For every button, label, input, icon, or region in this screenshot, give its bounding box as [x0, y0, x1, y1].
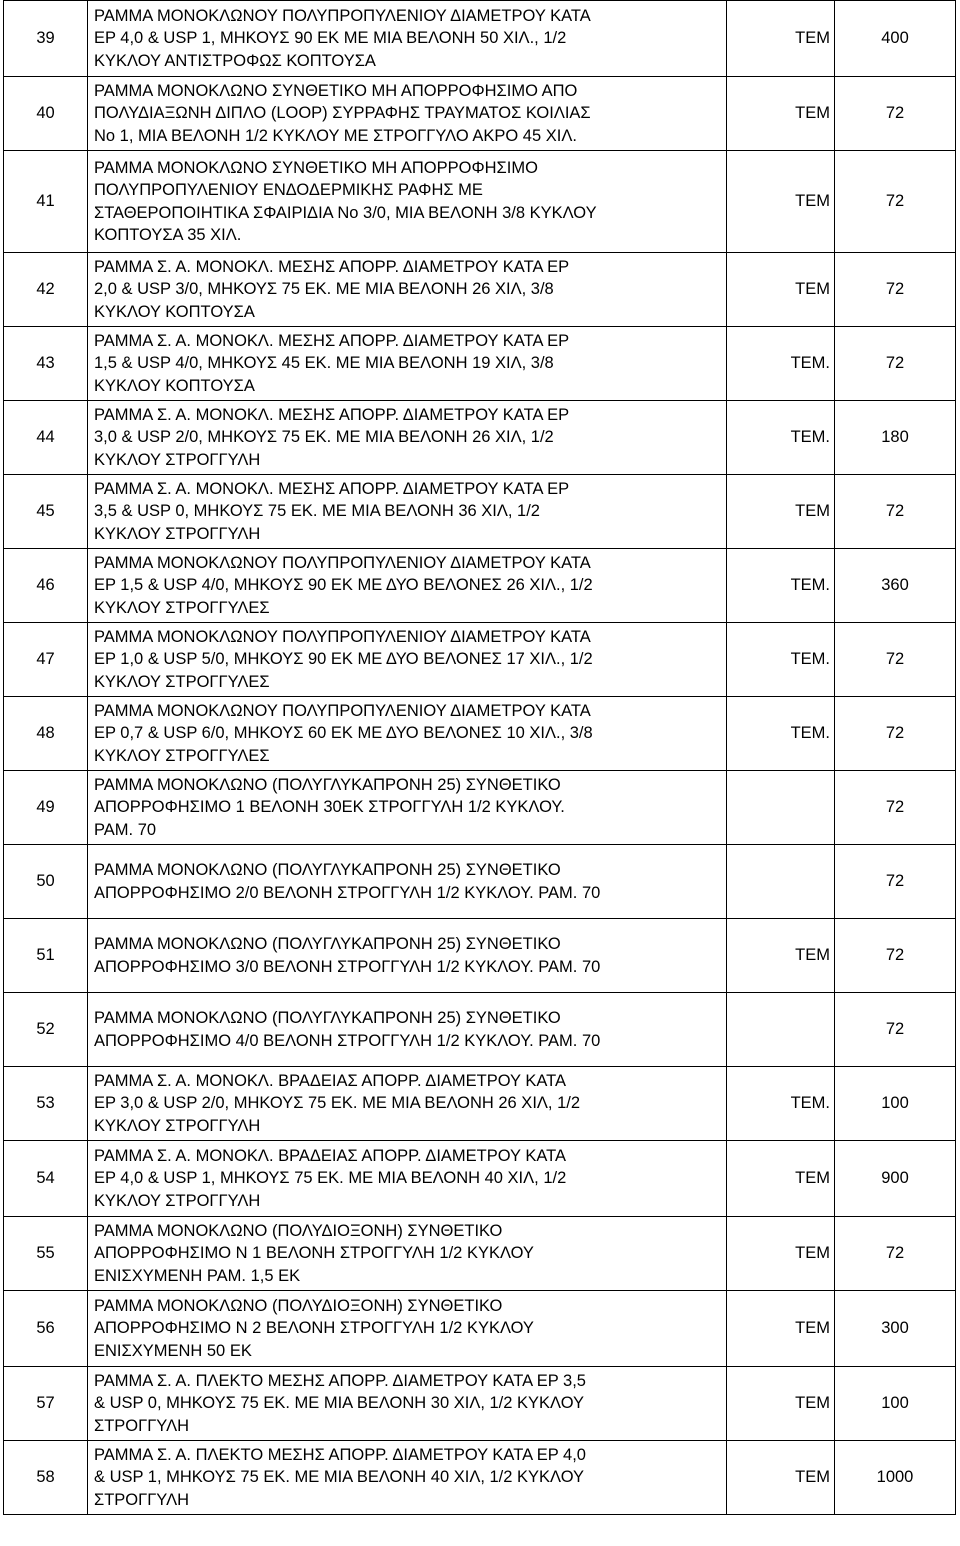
description-line: ΑΠΟΡΡΟΦΗΣΙΜΟ 1 ΒΕΛΟΝΗ 30ΕΚ ΣΤΡΟΓΓΥΛΗ 1/2 ΚΥΚΛΟΥ.: [94, 798, 565, 817]
description-line: ΡΑΜΜΑ Σ. Α. ΜΟΝΟΚΛ. ΒΡΑΔΕΙΑΣ ΑΠΟΡΡ. ΔΙΑΜΕΤΡΟΥ ΚΑΤΑ: [94, 1071, 566, 1090]
table-row: [4, 1, 956, 77]
item-quantity: 180: [835, 401, 956, 475]
table-row: [4, 549, 956, 623]
description-line: ΚΥΚΛΟΥ ΣΤΡΟΓΓΥΛΕΣ: [94, 672, 270, 691]
item-quantity: 72: [835, 919, 956, 993]
item-quantity: 72: [835, 623, 956, 697]
description-line: ΚΟΠΤΟΥΣΑ 35 ΧΙΛ.: [94, 226, 242, 244]
item-number: 54: [4, 1141, 88, 1217]
description-line: Νο 1, ΜΙΑ ΒΕΛΟΝΗ 1/2 ΚΥΚΛΟΥ ΜΕ ΣΤΡΟΓΓΥΛΟ ΑΚΡΟ 45 ΧΙΛ.: [94, 126, 577, 145]
description-line: ΡΑΜΜΑ ΜΟΝΟΚΛΩΝΟΥ ΠΟΛΥΠΡΟΠΥΛΕΝΙΟΥ ΔΙΑΜΕΤΡΟΥ ΚΑΤΑ: [94, 701, 591, 720]
item-description: [88, 1291, 727, 1367]
description-line: ΑΠΟΡΡΟΦΗΣΙΜΟ Ν 1 ΒΕΛΟΝΗ ΣΤΡΟΓΓΥΛΗ 1/2 ΚΥΚΛΟΥ: [94, 1244, 534, 1263]
item-quantity: 72: [835, 697, 956, 771]
item-quantity: 72: [835, 771, 956, 845]
item-number: 51: [4, 919, 88, 993]
table-row: [4, 77, 956, 151]
table-row: [4, 1291, 956, 1367]
description-line: ΚΥΚΛΟΥ ΣΤΡΟΓΓΥΛΗ: [94, 1191, 261, 1210]
item-number: 39: [4, 1, 88, 77]
description-line: ΑΠΟΡΡΟΦΗΣΙΜΟ 3/0 ΒΕΛΟΝΗ ΣΤΡΟΓΓΥΛΗ 1/2 ΚΥΚΛΟΥ. ΡΑΜ. 70: [94, 957, 601, 976]
item-description: [88, 1367, 727, 1441]
item-unit: ΤΕΜ: [727, 151, 835, 253]
item-quantity: 1000: [835, 1441, 956, 1515]
item-unit: ΤΕΜ: [727, 1441, 835, 1515]
item-unit: ΤΕΜ.: [727, 327, 835, 401]
item-description: [88, 1441, 727, 1515]
description-line: 3,5 & USP 0, ΜΗΚΟΥΣ 75 ΕΚ. ΜΕ ΜΙΑ ΒΕΛΟΝΗ 36 ΧΙΛ, 1/2: [94, 502, 540, 521]
table-row: [4, 253, 956, 327]
item-description: [88, 151, 727, 253]
item-description: [88, 993, 727, 1067]
item-unit: ΤΕΜ: [727, 1217, 835, 1291]
table-row: [4, 1441, 956, 1515]
table-row: [4, 1367, 956, 1441]
item-number: 47: [4, 623, 88, 697]
description-line: ΣΤΡΟΓΓΥΛΗ: [94, 1490, 190, 1509]
item-unit: ΤΕΜ.: [727, 1067, 835, 1141]
description-line: ΕΡ 1,5 & USP 4/0, ΜΗΚΟΥΣ 90 ΕΚ ΜΕ ΔΥΟ ΒΕΛΟΝΕΣ 26 ΧΙΛ., 1/2: [94, 576, 593, 595]
item-number: 49: [4, 771, 88, 845]
item-number: 52: [4, 993, 88, 1067]
item-number: 48: [4, 697, 88, 771]
description-line: ΕΡ 4,0 & USP 1, ΜΗΚΟΥΣ 90 ΕΚ ΜΕ ΜΙΑ ΒΕΛΟΝΗ 50 ΧΙΛ., 1/2: [94, 29, 567, 48]
description-line: ΡΑΜΜΑ ΜΟΝΟΚΛΩΝΟΥ ΠΟΛΥΠΡΟΠΥΛΕΝΙΟΥ ΔΙΑΜΕΤΡΟΥ ΚΑΤΑ: [94, 553, 591, 572]
item-number: 56: [4, 1291, 88, 1367]
item-unit: ΤΕΜ: [727, 77, 835, 151]
item-unit: ΤΕΜ.: [727, 623, 835, 697]
description-line: ΚΥΚΛΟΥ ΚΟΠΤΟΥΣΑ: [94, 302, 255, 321]
item-number: 58: [4, 1441, 88, 1515]
item-quantity: 900: [835, 1141, 956, 1217]
item-unit: ΤΕΜ: [727, 1141, 835, 1217]
description-line: ΡΑΜΜΑ ΜΟΝΟΚΛΩΝΟ (ΠΟΛΥΓΛΥΚΑΠΡΟΝΗ 25) ΣΥΝΘΕΤΙΚΟ: [94, 861, 561, 879]
table-row: [4, 845, 956, 919]
item-quantity: 400: [835, 1, 956, 77]
item-quantity: 300: [835, 1291, 956, 1367]
item-description: [88, 1067, 727, 1141]
description-line: ΠΟΛΥΠΡΟΠΥΛΕΝΙΟΥ ΕΝΔΟΔΕΡΜΙΚΗΣ ΡΑΦΗΣ ΜΕ: [94, 181, 483, 199]
description-line: ΕΡ 1,0 & USP 5/0, ΜΗΚΟΥΣ 90 ΕΚ ΜΕ ΔΥΟ ΒΕΛΟΝΕΣ 17 ΧΙΛ., 1/2: [94, 650, 593, 669]
item-number: 50: [4, 845, 88, 919]
item-number: 55: [4, 1217, 88, 1291]
item-unit: [727, 771, 835, 845]
items-table-body: [4, 1, 956, 1515]
item-quantity: 72: [835, 253, 956, 327]
item-description: [88, 549, 727, 623]
item-description: [88, 1, 727, 77]
table-row: [4, 697, 956, 771]
item-unit: ΤΕΜ.: [727, 697, 835, 771]
table-row: [4, 151, 956, 253]
item-quantity: 72: [835, 151, 956, 253]
item-description: [88, 771, 727, 845]
table-row: [4, 993, 956, 1067]
description-line: ΡΑΜΜΑ ΜΟΝΟΚΛΩΝΟ (ΠΟΛΥΓΛΥΚΑΠΡΟΝΗ 25) ΣΥΝΘΕΤΙΚΟ: [94, 1009, 561, 1027]
item-unit: ΤΕΜ: [727, 1291, 835, 1367]
description-line: ΡΑΜ. 70: [94, 820, 157, 839]
description-line: ΡΑΜΜΑ ΜΟΝΟΚΛΩΝΟ (ΠΟΛΥΔΙΟΞΟΝΗ) ΣΥΝΘΕΤΙΚΟ: [94, 1221, 503, 1240]
item-unit: ΤΕΜ: [727, 919, 835, 993]
description-line: ΡΑΜΜΑ ΜΟΝΟΚΛΩΝΟ (ΠΟΛΥΓΛΥΚΑΠΡΟΝΗ 25) ΣΥΝΘΕΤΙΚΟ: [94, 935, 561, 953]
item-number: 44: [4, 401, 88, 475]
description-line: ΚΥΚΛΟΥ ΣΤΡΟΓΓΥΛΕΣ: [94, 746, 270, 765]
table-row: [4, 771, 956, 845]
item-quantity: 72: [835, 845, 956, 919]
description-line: ΚΥΚΛΟΥ ΣΤΡΟΓΓΥΛΗ: [94, 450, 261, 469]
description-line: ΡΑΜΜΑ Σ. Α. ΜΟΝΟΚΛ. ΜΕΣΗΣ ΑΠΟΡΡ. ΔΙΑΜΕΤΡΟΥ ΚΑΤΑ ΕΡ: [94, 405, 570, 424]
description-line: ΣΤΡΟΓΓΥΛΗ: [94, 1416, 190, 1435]
item-description: [88, 327, 727, 401]
item-quantity: 100: [835, 1067, 956, 1141]
item-unit: ΤΕΜ: [727, 1367, 835, 1441]
description-line: ΑΠΟΡΡΟΦΗΣΙΜΟ 4/0 ΒΕΛΟΝΗ ΣΤΡΟΓΓΥΛΗ 1/2 ΚΥΚΛΟΥ. ΡΑΜ. 70: [94, 1031, 601, 1050]
table-row: [4, 1217, 956, 1291]
description-line: ΣΤΑΘΕΡΟΠΟΙΗΤΙΚΑ ΣΦΑΙΡΙΔΙΑ Νο 3/0, ΜΙΑ ΒΕΛΟΝΗ 3/8 ΚΥΚΛΟΥ: [94, 203, 597, 222]
description-line: ΡΑΜΜΑ Σ. Α. ΜΟΝΟΚΛ. ΒΡΑΔΕΙΑΣ ΑΠΟΡΡ. ΔΙΑΜΕΤΡΟΥ ΚΑΤΑ: [94, 1146, 566, 1165]
description-line: ΡΑΜΜΑ ΜΟΝΟΚΛΩΝΟ ΣΥΝΘΕΤΙΚΟ ΜΗ ΑΠΟΡΡΟΦΗΣΙΜΟ: [94, 158, 538, 177]
description-line: ΡΑΜΜΑ ΜΟΝΟΚΛΩΝΟ (ΠΟΛΥΔΙΟΞΟΝΗ) ΣΥΝΘΕΤΙΚΟ: [94, 1296, 503, 1315]
description-line: 2,0 & USP 3/0, ΜΗΚΟΥΣ 75 ΕΚ. ΜΕ ΜΙΑ ΒΕΛΟΝΗ 26 ΧΙΛ, 3/8: [94, 280, 554, 299]
item-number: 46: [4, 549, 88, 623]
table-row: [4, 1067, 956, 1141]
description-line: ΡΑΜΜΑ ΜΟΝΟΚΛΩΝΟΥ ΠΟΛΥΠΡΟΠΥΛΕΝΙΟΥ ΔΙΑΜΕΤΡΟΥ ΚΑΤΑ: [94, 6, 591, 25]
description-line: ΕΡ 3,0 & USP 2/0, ΜΗΚΟΥΣ 75 ΕΚ. ΜΕ ΜΙΑ ΒΕΛΟΝΗ 26 ΧΙΛ, 1/2: [94, 1094, 581, 1113]
description-line: ΡΑΜΜΑ ΜΟΝΟΚΛΩΝΟΥ ΠΟΛΥΠΡΟΠΥΛΕΝΙΟΥ ΔΙΑΜΕΤΡΟΥ ΚΑΤΑ: [94, 627, 591, 646]
item-quantity: 72: [835, 77, 956, 151]
item-unit: ΤΕΜ: [727, 1, 835, 77]
item-unit: [727, 845, 835, 919]
description-line: ΑΠΟΡΡΟΦΗΣΙΜΟ Ν 2 ΒΕΛΟΝΗ ΣΤΡΟΓΓΥΛΗ 1/2 ΚΥΚΛΟΥ: [94, 1319, 534, 1338]
item-description: [88, 253, 727, 327]
item-number: 53: [4, 1067, 88, 1141]
item-number: 45: [4, 475, 88, 549]
description-line: 1,5 & USP 4/0, ΜΗΚΟΥΣ 45 ΕΚ. ΜΕ ΜΙΑ ΒΕΛΟΝΗ 19 ΧΙΛ, 3/8: [94, 354, 554, 373]
item-number: 40: [4, 77, 88, 151]
item-number: 41: [4, 151, 88, 253]
item-unit: ΤΕΜ.: [727, 549, 835, 623]
item-description: [88, 919, 727, 993]
table-row: [4, 475, 956, 549]
description-line: ΡΑΜΜΑ ΜΟΝΟΚΛΩΝΟ (ΠΟΛΥΓΛΥΚΑΠΡΟΝΗ 25) ΣΥΝΘΕΤΙΚΟ: [94, 775, 561, 794]
description-line: ΚΥΚΛΟΥ ΣΤΡΟΓΓΥΛΕΣ: [94, 598, 270, 617]
item-description: [88, 401, 727, 475]
item-description: [88, 697, 727, 771]
item-number: 42: [4, 253, 88, 327]
description-line: & USP 0, ΜΗΚΟΥΣ 75 ΕΚ. ΜΕ ΜΙΑ ΒΕΛΟΝΗ 30 ΧΙΛ, 1/2 ΚΥΚΛΟΥ: [94, 1394, 585, 1413]
item-number: 57: [4, 1367, 88, 1441]
description-line: 3,0 & USP 2/0, ΜΗΚΟΥΣ 75 ΕΚ. ΜΕ ΜΙΑ ΒΕΛΟΝΗ 26 ΧΙΛ, 1/2: [94, 428, 554, 447]
description-line: ΡΑΜΜΑ Σ. Α. ΠΛΕΚΤΟ ΜΕΣΗΣ ΑΠΟΡΡ. ΔΙΑΜΕΤΡΟΥ ΚΑΤΑ ΕΡ 3,5: [94, 1371, 586, 1390]
item-quantity: 72: [835, 1217, 956, 1291]
description-line: ΡΑΜΜΑ Σ. Α. ΜΟΝΟΚΛ. ΜΕΣΗΣ ΑΠΟΡΡ. ΔΙΑΜΕΤΡΟΥ ΚΑΤΑ ΕΡ: [94, 331, 570, 350]
description-line: ΡΑΜΜΑ Σ. Α. ΠΛΕΚΤΟ ΜΕΣΗΣ ΑΠΟΡΡ. ΔΙΑΜΕΤΡΟΥ ΚΑΤΑ ΕΡ 4,0: [94, 1445, 586, 1464]
description-line: ΚΥΚΛΟΥ ΚΟΠΤΟΥΣΑ: [94, 376, 255, 395]
description-line: ΕΝΙΣΧΥΜΕΝΗ 50 ΕΚ: [94, 1341, 252, 1360]
item-unit: ΤΕΜ.: [727, 401, 835, 475]
item-description: [88, 475, 727, 549]
item-number: 43: [4, 327, 88, 401]
description-line: ΡΑΜΜΑ Σ. Α. ΜΟΝΟΚΛ. ΜΕΣΗΣ ΑΠΟΡΡ. ΔΙΑΜΕΤΡΟΥ ΚΑΤΑ ΕΡ: [94, 479, 570, 498]
item-description: [88, 77, 727, 151]
description-line: ΕΡ 0,7 & USP 6/0, ΜΗΚΟΥΣ 60 ΕΚ ΜΕ ΔΥΟ ΒΕΛΟΝΕΣ 10 ΧΙΛ., 3/8: [94, 724, 593, 743]
item-description: [88, 1217, 727, 1291]
item-description: [88, 845, 727, 919]
table-row: [4, 919, 956, 993]
item-unit: [727, 993, 835, 1067]
items-table: [3, 0, 956, 1515]
description-line: ΚΥΚΛΟΥ ΣΤΡΟΓΓΥΛΗ: [94, 524, 261, 543]
description-line: ΠΟΛΥΔΙΑΞΩΝΗ ΔΙΠΛΟ (LOOP) ΣΥΡΡΑΦΗΣ ΤΡΑΥΜΑΤΟΣ ΚΟΙΛΙΑΣ: [94, 104, 591, 123]
item-quantity: 360: [835, 549, 956, 623]
item-description: [88, 1141, 727, 1217]
table-row: [4, 327, 956, 401]
item-description: [88, 623, 727, 697]
description-line: ΡΑΜΜΑ ΜΟΝΟΚΛΩΝΟ ΣΥΝΘΕΤΙΚΟ ΜΗ ΑΠΟΡΡΟΦΗΣΙΜΟ ΑΠΟ: [94, 81, 578, 100]
description-line: ΡΑΜΜΑ Σ. Α. ΜΟΝΟΚΛ. ΜΕΣΗΣ ΑΠΟΡΡ. ΔΙΑΜΕΤΡΟΥ ΚΑΤΑ ΕΡ: [94, 257, 570, 276]
item-quantity: 72: [835, 993, 956, 1067]
description-line: ΚΥΚΛΟΥ ΑΝΤΙΣΤΡΟΦΩΣ ΚΟΠΤΟΥΣΑ: [94, 51, 376, 70]
item-unit: ΤΕΜ: [727, 475, 835, 549]
item-quantity: 100: [835, 1367, 956, 1441]
item-unit: ΤΕΜ: [727, 253, 835, 327]
description-line: & USP 1, ΜΗΚΟΥΣ 75 ΕΚ. ΜΕ ΜΙΑ ΒΕΛΟΝΗ 40 ΧΙΛ, 1/2 ΚΥΚΛΟΥ: [94, 1468, 585, 1487]
table-row: [4, 1141, 956, 1217]
item-quantity: 72: [835, 475, 956, 549]
description-line: ΚΥΚΛΟΥ ΣΤΡΟΓΓΥΛΗ: [94, 1116, 261, 1135]
description-line: ΑΠΟΡΡΟΦΗΣΙΜΟ 2/0 ΒΕΛΟΝΗ ΣΤΡΟΓΓΥΛΗ 1/2 ΚΥΚΛΟΥ. ΡΑΜ. 70: [94, 883, 601, 902]
table-row: [4, 401, 956, 475]
table-row: [4, 623, 956, 697]
description-line: ΕΝΙΣΧΥΜΕΝΗ ΡΑΜ. 1,5 ΕΚ: [94, 1266, 301, 1285]
item-quantity: 72: [835, 327, 956, 401]
description-line: ΕΡ 4,0 & USP 1, ΜΗΚΟΥΣ 75 ΕΚ. ΜΕ ΜΙΑ ΒΕΛΟΝΗ 40 ΧΙΛ, 1/2: [94, 1169, 567, 1188]
